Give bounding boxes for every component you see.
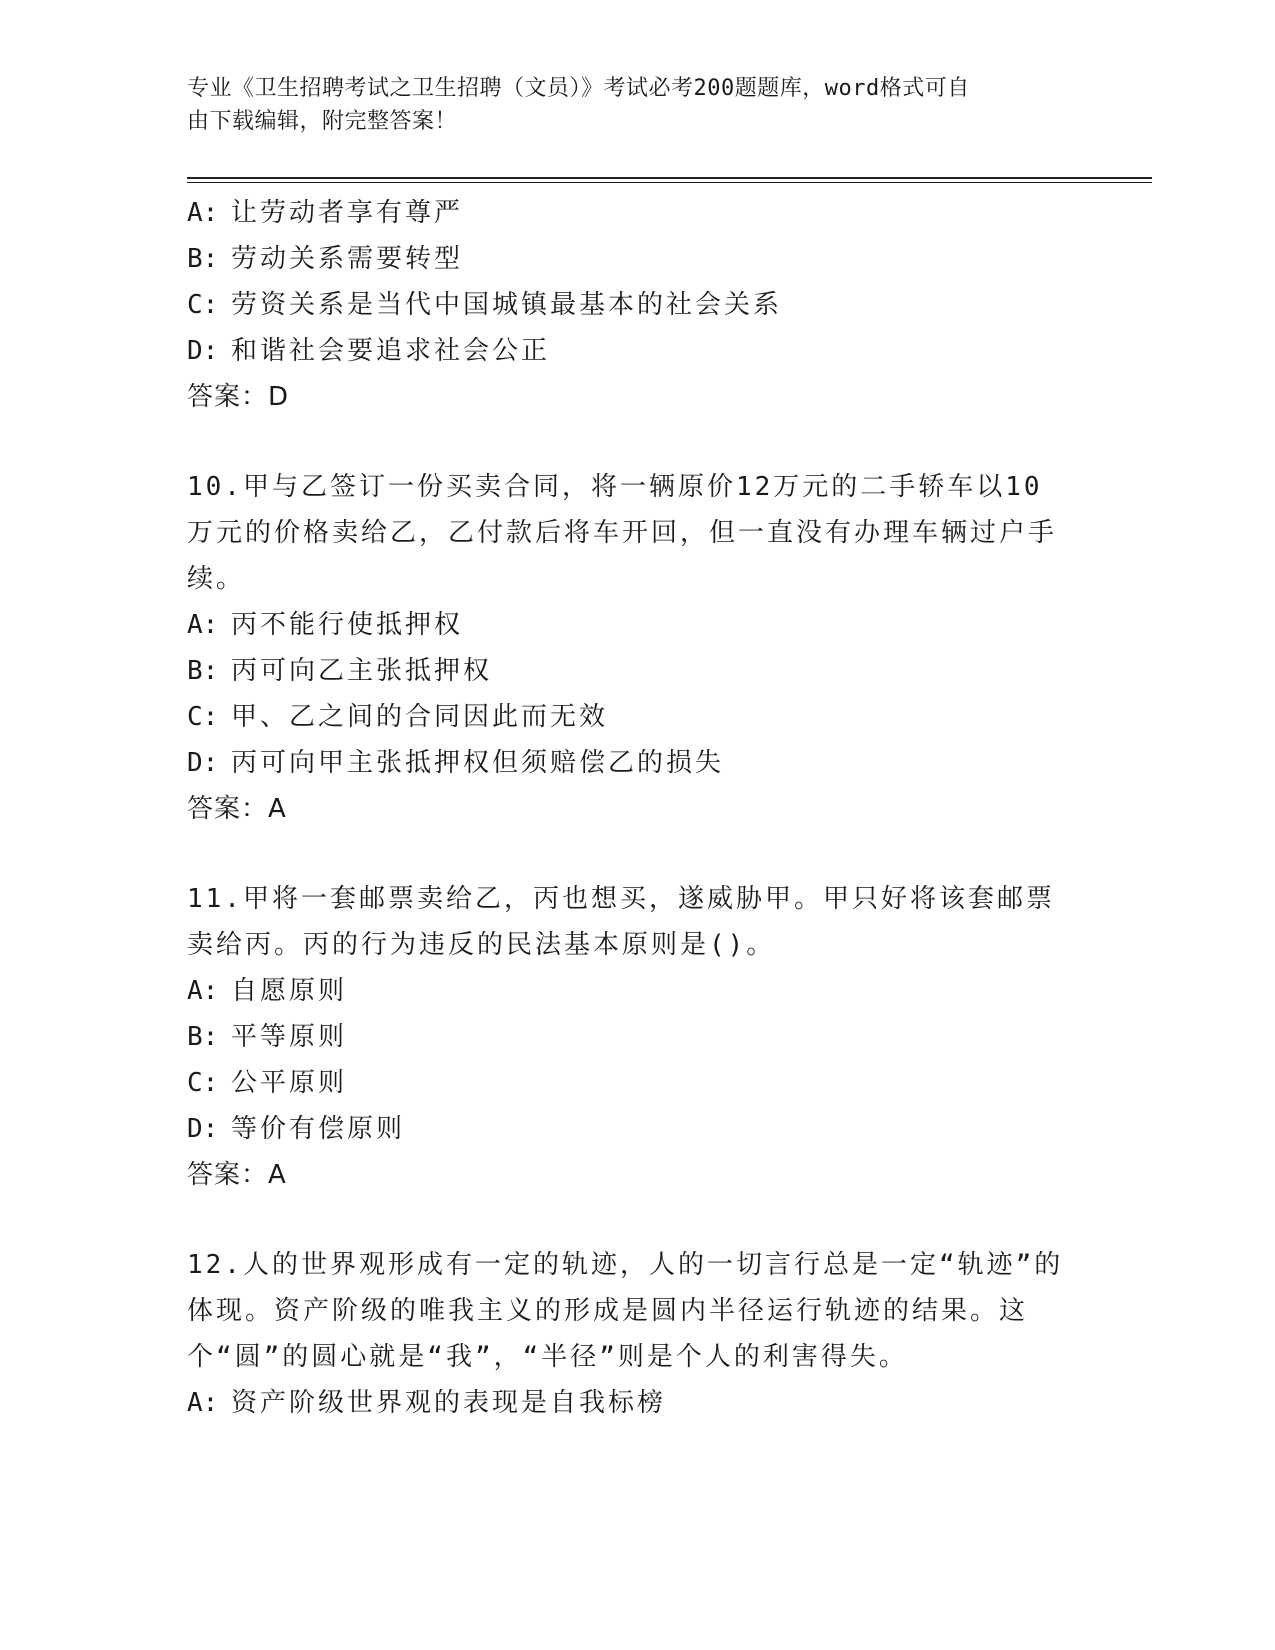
option-text: 劳动关系需要转型 <box>231 244 464 274</box>
option-a <box>187 968 1087 1014</box>
option-a <box>187 1380 1087 1426</box>
option-b <box>187 236 1087 282</box>
option-letter: A: <box>187 976 219 1006</box>
question-text: 11.甲将一套邮票卖给乙，丙也想买，遂威胁甲。甲只好将该套邮票卖给丙。丙的行为违反的民法基本原则是()。 <box>187 884 1055 960</box>
option-d <box>187 740 1087 786</box>
question-block <box>187 464 1087 832</box>
option-b <box>187 648 1087 694</box>
option-a <box>187 190 1087 236</box>
option-letter: D: <box>187 748 219 778</box>
option-letter: D: <box>187 1114 219 1144</box>
option-c <box>187 282 1087 328</box>
option-text: 公平原则 <box>231 1068 348 1098</box>
option-letter: D: <box>187 336 219 366</box>
option-c <box>187 694 1087 740</box>
option-d <box>187 1106 1087 1152</box>
header-divider-thin <box>187 182 1152 183</box>
option-b <box>187 1014 1087 1060</box>
option-text: 丙可向甲主张抵押权但须赔偿乙的损失 <box>231 748 725 778</box>
option-c <box>187 1060 1087 1106</box>
option-text: 自愿原则 <box>231 976 348 1006</box>
option-letter: B: <box>187 1022 219 1052</box>
option-letter: B: <box>187 656 219 686</box>
question-block <box>187 876 1087 1198</box>
question-text: 10.甲与乙签订一份买卖合同，将一辆原价12万元的二手轿车以10万元的价格卖给乙，乙付款后将车开回，但一直没有办理车辆过户手续。 <box>187 472 1058 594</box>
document-header <box>187 72 1077 138</box>
option-text: 资产阶级世界观的表现是自我标榜 <box>231 1388 667 1418</box>
answer-line: 答案：A <box>187 1160 287 1190</box>
option-letter: B: <box>187 244 219 274</box>
option-d <box>187 328 1087 374</box>
option-letter: A: <box>187 198 219 228</box>
option-text: 丙不能行使抵押权 <box>231 610 464 640</box>
header-line-2: 由下载编辑，附完整答案！ <box>187 109 458 134</box>
option-a <box>187 602 1087 648</box>
option-text: 甲、乙之间的合同因此而无效 <box>231 702 609 732</box>
answer-line: 答案：D <box>187 382 290 412</box>
option-text: 让劳动者享有尊严 <box>231 198 464 228</box>
option-text: 和谐社会要追求社会公正 <box>231 336 551 366</box>
header-divider-thick <box>187 177 1152 179</box>
option-letter: C: <box>187 702 219 732</box>
option-text: 平等原则 <box>231 1022 348 1052</box>
header-line-1: 专业《卫生招聘考试之卫生招聘（文员）》考试必考200题题库，word格式可自 <box>187 76 970 101</box>
option-letter: A: <box>187 610 219 640</box>
question-block <box>187 190 1087 420</box>
option-letter: C: <box>187 1068 219 1098</box>
option-letter: A: <box>187 1388 219 1418</box>
answer-line: 答案：A <box>187 794 287 824</box>
option-text: 劳资关系是当代中国城镇最基本的社会关系 <box>231 290 783 320</box>
question-list <box>187 190 1087 1426</box>
question-text: 12.人的世界观形成有一定的轨迹，人的一切言行总是一定“轨迹”的体现。资产阶级的唯我主义的形成是圆内半径运行轨迹的结果。这个“圆”的圆心就是“我”，“半径”则是个人的利害得失。 <box>187 1250 1064 1372</box>
option-text: 丙可向乙主张抵押权 <box>231 656 493 686</box>
option-text: 等价有偿原则 <box>231 1114 406 1144</box>
option-letter: C: <box>187 290 219 320</box>
question-block <box>187 1242 1087 1426</box>
